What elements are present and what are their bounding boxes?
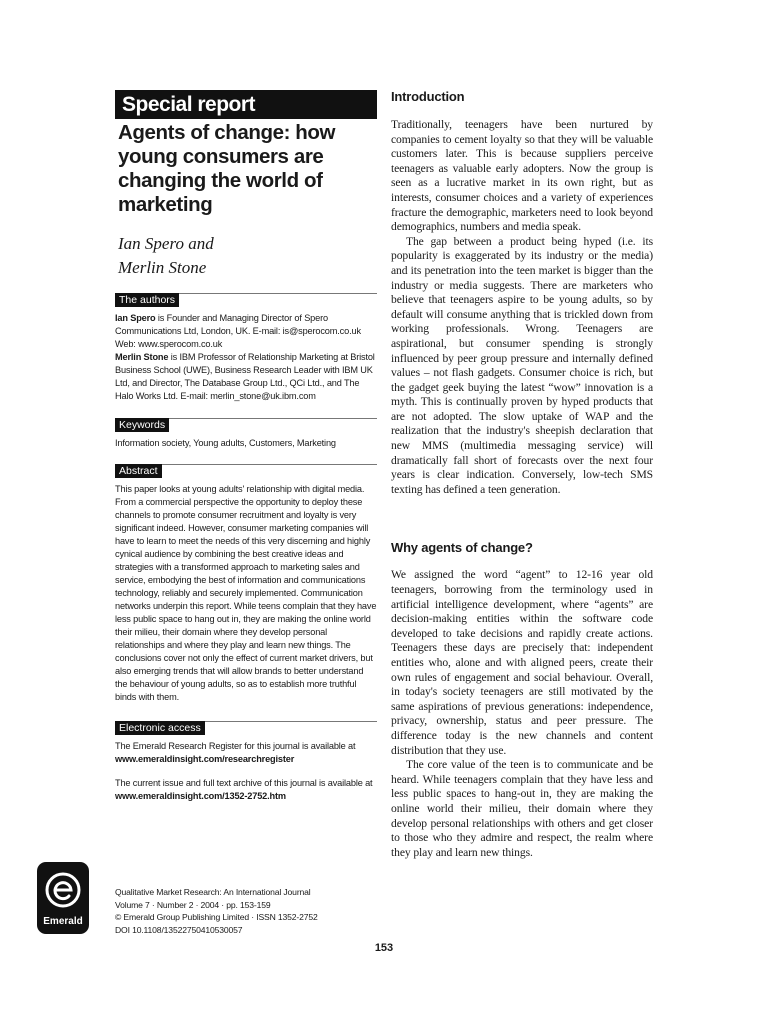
emerald-logo — [37, 862, 89, 934]
author-bio-1-text: is Founder and Managing Director of Spero Communications Ltd, London, UK. E-mail: is@sperocom.co.uk Web: www.sperocom.co.uk — [115, 313, 361, 349]
author-names — [118, 232, 377, 280]
intro-paragraph-2: The gap between a product being hyped (i.e. its popularity is exaggerated by its industry or the media) and its penetration into the teen market is bigger than the industry or media suggests. There are marketers who believe that teenagers aspire to be young adults, so by default will consume anything that is trickled down from working professionals. Wrong. Teenagers are aspirational, but consumer spending is strongly influenced by peer group pressure and internally defined values – not flash gadgets. Consumer choice is rich, but the gadget geek buying the latest “wow” innovation is a myth. This is continually proven by hyped products that are not adopted. The slow uptake of WAP and the realization that the industry's sheepish declaration that new MMS (multimedia messaging service) will dramatically fall short of forecasts over the next four years is clear indication. Conversely, low-tech SMS texting has defined a teen generation. — [391, 234, 653, 496]
keywords-section-header — [115, 418, 377, 432]
keywords-section-label: Keywords — [115, 418, 169, 432]
article-body — [391, 88, 653, 860]
section-rule — [162, 464, 377, 465]
why-paragraph-2: The core value of the teen is to communicate and be heard. While teenagers complain that they have less and less public spaces to hang-out in, they are making the online world their milieu, their domain where they develop personal relationships with others and get closer to those who they admire and respect, the realm where they play and learn new things. — [391, 758, 653, 859]
author-bio-1-name: Ian Spero — [115, 313, 156, 323]
keywords-text: Information society, Young adults, Customers, Marketing — [115, 438, 336, 448]
journal-doi: DOI 10.1108/13522750410530057 — [115, 924, 243, 935]
author-line-1: Ian Spero and — [118, 234, 214, 253]
article-title: Agents of change: how young consumers are changing the world of marketing — [118, 121, 336, 216]
author-bio-2-text: is IBM Professor of Relationship Marketing at Bristol Business School (UWE), Business Research Leader with IBM UK Ltd, and Director, The Database Group Ltd., QCi Ltd., and The Halo Works Ltd. E-mail: merlin_stone@uk.ibm.com — [115, 352, 375, 401]
section-rule — [169, 418, 377, 419]
access-section-label: Electronic access — [115, 721, 205, 735]
journal-footer — [115, 886, 377, 936]
emerald-logo-icon — [43, 868, 83, 912]
abstract-section-header — [115, 464, 377, 478]
access-archive-url[interactable]: www.emeraldinsight.com/1352-2752.htm — [115, 791, 286, 801]
page-number: 153 — [374, 942, 394, 954]
access-register-text: The Emerald Research Register for this journal is available at — [115, 741, 356, 751]
authors-section-header — [115, 293, 377, 307]
electronic-access-section — [115, 721, 377, 803]
author-line-2: Merlin Stone — [118, 258, 207, 277]
authors-section — [115, 293, 377, 403]
abstract-section-label: Abstract — [115, 464, 162, 478]
section-rule — [205, 721, 377, 722]
introduction-heading: Introduction — [391, 89, 465, 104]
authors-section-label: The authors — [115, 293, 179, 307]
section-rule — [179, 293, 377, 294]
abstract-text: This paper looks at young adults' relationship with digital media. From a commercial perspective the opportunity to deploy these channels to promote consumer recruitment and loyalty is very significant indeed. However, consumer marketing companies will have to learn to meet the needs of this very discerning and highly cynical audience by combining the best creative ideas and strategies with a transformed approach to marketing sales and service, embodying the best of information and communications technology, reliably and securely implemented. Communication networks underpin this report. While teens complain that they have less public space to hang out in, they are making the online world their milieu, their domain where they develop personal relationships and where they play and learn new things. The conclusions cover not only the effect of current market drivers, but also emerging trends that will allow brands to better understand the behaviour of young adults, so as to establish more truthful binds with them. — [115, 484, 377, 702]
access-register-url[interactable]: www.emeraldinsight.com/researchregister — [115, 754, 295, 764]
emerald-logo-text: Emerald — [43, 916, 83, 927]
why-agents-heading: Why agents of change? — [391, 540, 533, 556]
why-paragraph-1: We assigned the word “agent” to 12-16 year old teenagers, borrowing from the terminology used in artificial intelligence development, where “agents” are decision-making entities within the software code developed to take decisions and rapidly create actions. Teenagers these days are precisely that: independent entities who, alone and with aligned peers, create their own rules of engagement and social behaviour. Overall, in today's society teenagers are still motivated by the same aspirations of previous generations: independence, privacy, ownership, status and peer pressure. The difference today is the new channels and content distribution that they use. — [391, 568, 653, 757]
author-bio-2-name: Merlin Stone — [115, 352, 169, 362]
author-bio-1 — [115, 312, 377, 351]
access-archive-text: The current issue and full text archive of this journal is available at — [115, 778, 373, 788]
special-report-label: Special report — [115, 90, 377, 119]
journal-copyright: © Emerald Group Publishing Limited · ISSN 1352-2752 — [115, 912, 318, 922]
access-section-header — [115, 721, 377, 735]
abstract-section — [115, 464, 377, 704]
author-bio-2 — [115, 351, 377, 403]
article-header — [115, 90, 377, 280]
intro-paragraph-1: Traditionally, teenagers have been nurtured by companies to cement loyalty so that they will be valuable customers later. This is because suppliers perceive teenagers as valuable early adopters. Now the group is seen as a lucrative market in its own right, but as interests, consumer choices and a variety of experiences fracture the demographic, marketers need to look beyond demographics, numbers and media speak. — [391, 118, 653, 234]
journal-name: Qualitative Market Research: An International Journal — [115, 887, 311, 897]
keywords-section — [115, 418, 377, 450]
journal-volume: Volume 7 · Number 2 · 2004 · pp. 153-159 — [115, 899, 271, 910]
